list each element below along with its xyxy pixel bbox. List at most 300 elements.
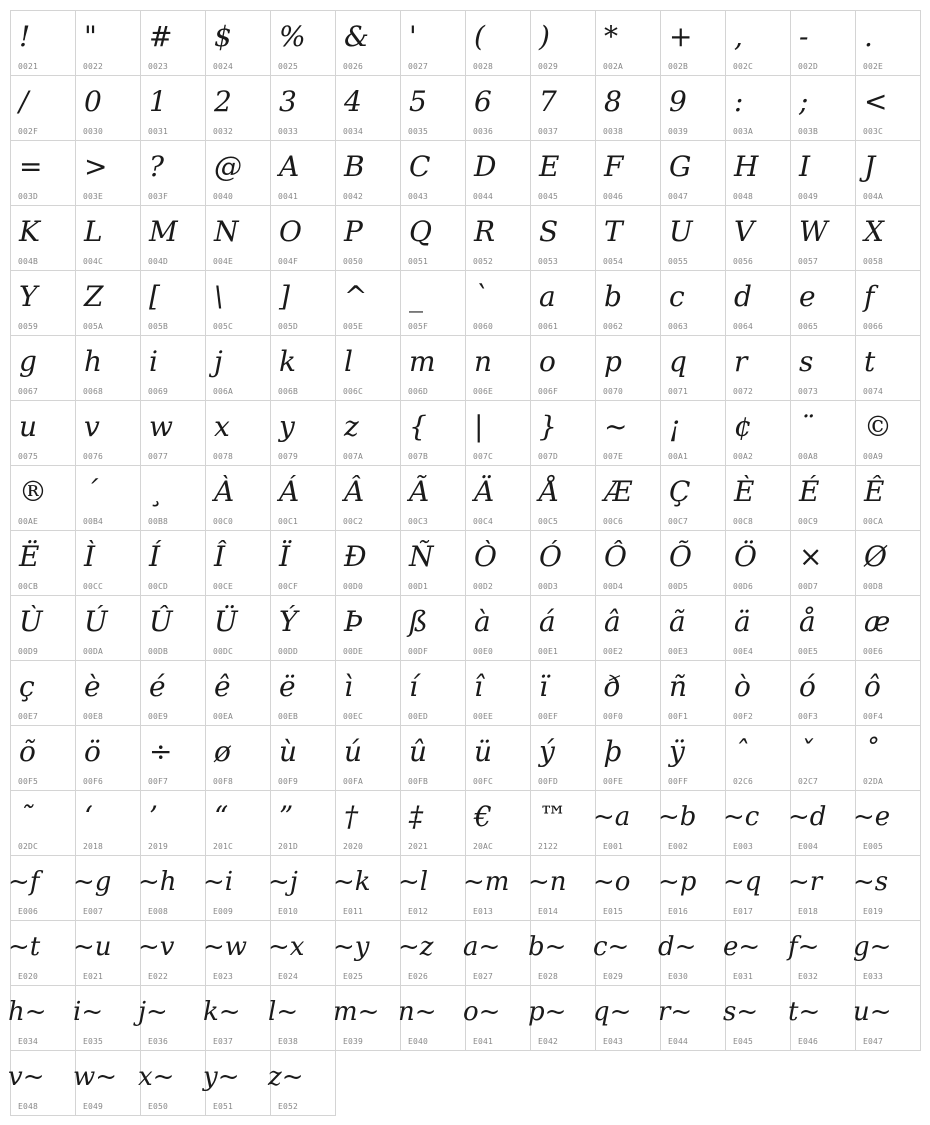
glyph-code-label: 00D8	[863, 582, 884, 591]
glyph-cell	[791, 531, 856, 596]
glyph-cell	[856, 336, 921, 401]
glyph-cell	[658, 791, 726, 856]
glyph-sample: ?	[149, 150, 165, 183]
glyph-code-label: 003A	[733, 127, 754, 136]
glyph-sample: >	[84, 150, 108, 183]
glyph-code-label: 00F7	[148, 777, 169, 786]
glyph-sample: Ù	[19, 605, 43, 638]
glyph-cell	[76, 11, 141, 76]
glyph-code-label: 005A	[83, 322, 104, 331]
glyph-code-label: E012	[408, 907, 429, 916]
glyph-sample: û	[409, 735, 428, 768]
glyph-cell	[76, 466, 141, 531]
glyph-code-label: 005B	[148, 322, 169, 331]
glyph-code-label: 00C0	[213, 517, 234, 526]
glyph-cell	[271, 271, 336, 336]
glyph-cell	[206, 726, 271, 791]
glyph-sample: w~	[73, 1062, 118, 1092]
glyph-sample: ’	[149, 800, 158, 833]
glyph-code-label: 002F	[18, 127, 39, 136]
glyph-sample: 2	[214, 85, 232, 118]
glyph-code-label: E011	[343, 907, 364, 916]
glyph-cell	[206, 206, 271, 271]
glyph-sample: ê	[214, 670, 231, 703]
glyph-sample: i	[149, 345, 158, 378]
glyph-cell	[271, 141, 336, 206]
glyph-cell	[466, 726, 531, 791]
glyph-cell	[661, 401, 726, 466]
glyph-code-label: 0061	[538, 322, 559, 331]
glyph-cell	[466, 596, 531, 661]
glyph-cell	[596, 336, 661, 401]
glyph-sample: ¨	[799, 410, 813, 443]
glyph-sample: ”	[279, 800, 294, 833]
glyph-code-label: 0055	[668, 257, 689, 266]
glyph-sample: Ö	[734, 540, 757, 573]
glyph-sample: Á	[279, 475, 300, 508]
glyph-code-label: 0062	[603, 322, 624, 331]
glyph-code-label: 003E	[83, 192, 104, 201]
glyph-cell	[336, 206, 401, 271]
glyph-code-label: 0078	[213, 452, 234, 461]
glyph-code-label: E052	[278, 1102, 299, 1111]
glyph-code-label: 00F3	[798, 712, 819, 721]
glyph-cell	[271, 661, 336, 726]
glyph-cell	[531, 401, 596, 466]
glyph-sample: B	[344, 150, 365, 183]
glyph-cell	[336, 726, 401, 791]
glyph-sample: 8	[604, 85, 622, 118]
glyph-cell	[788, 856, 856, 921]
glyph-cell	[531, 76, 596, 141]
glyph-code-label: E004	[798, 842, 819, 851]
glyph-code-label: 00E0	[473, 647, 494, 656]
glyph-code-label: 002A	[603, 62, 624, 71]
glyph-cell	[11, 791, 76, 856]
glyph-cell	[596, 206, 661, 271]
glyph-cell	[658, 856, 726, 921]
glyph-code-label: 004A	[863, 192, 884, 201]
glyph-code-label: E029	[603, 972, 624, 981]
glyph-sample: x~	[138, 1062, 175, 1092]
glyph-sample: î	[474, 670, 483, 703]
glyph-cell	[466, 206, 531, 271]
glyph-cell	[593, 791, 661, 856]
glyph-code-label: 02C7	[798, 777, 819, 786]
glyph-sample: c	[669, 280, 685, 313]
glyph-cell	[73, 986, 141, 1051]
glyph-code-label: E020	[18, 972, 39, 981]
glyph-code-label: 00F1	[668, 712, 689, 721]
glyph-cell	[466, 11, 531, 76]
glyph-cell	[336, 596, 401, 661]
glyph-cell	[726, 726, 791, 791]
glyph-cell	[661, 271, 726, 336]
glyph-code-label: 007A	[343, 452, 364, 461]
glyph-sample: -	[799, 20, 809, 53]
glyph-code-label: E001	[603, 842, 624, 851]
glyph-sample: 9	[669, 85, 687, 118]
glyph-sample: ß	[409, 605, 428, 638]
glyph-cell	[268, 1051, 336, 1116]
glyph-code-label: 00EB	[278, 712, 299, 721]
glyph-code-label: 0058	[863, 257, 884, 266]
glyph-code-label: 00D3	[538, 582, 559, 591]
glyph-code-label: 0028	[473, 62, 494, 71]
glyph-sample: '	[409, 20, 417, 53]
glyph-cell	[401, 11, 466, 76]
glyph-sample: Æ	[604, 475, 633, 508]
glyph-code-label: E006	[18, 907, 39, 916]
glyph-cell	[463, 856, 531, 921]
glyph-cell	[531, 791, 596, 856]
glyph-cell	[271, 11, 336, 76]
glyph-sample: ~t	[8, 932, 41, 962]
glyph-cell	[11, 76, 76, 141]
glyph-cell	[271, 596, 336, 661]
glyph-sample: Î	[214, 540, 226, 573]
glyph-cell	[271, 531, 336, 596]
glyph-code-label: 0034	[343, 127, 364, 136]
glyph-sample: (	[474, 20, 485, 53]
glyph-code-label: 0032	[213, 127, 234, 136]
glyph-cell	[76, 336, 141, 401]
glyph-code-label: 00A9	[863, 452, 884, 461]
glyph-code-label: 00FB	[408, 777, 429, 786]
glyph-code-label: 0039	[668, 127, 689, 136]
glyph-sample: è	[84, 670, 101, 703]
glyph-cell	[856, 271, 921, 336]
glyph-sample: H	[734, 150, 759, 183]
glyph-code-label: 00D4	[603, 582, 624, 591]
glyph-sample: 3	[279, 85, 297, 118]
glyph-cell	[138, 986, 206, 1051]
glyph-cell	[76, 401, 141, 466]
glyph-sample: _	[409, 280, 423, 313]
glyph-cell	[206, 466, 271, 531]
glyph-code-label: 0027	[408, 62, 429, 71]
glyph-sample: ¢	[734, 410, 752, 443]
glyph-cell	[73, 1051, 141, 1116]
glyph-cell	[791, 76, 856, 141]
glyph-cell	[73, 856, 141, 921]
glyph-sample: ~s	[853, 867, 889, 897]
glyph-cell	[531, 661, 596, 726]
glyph-code-label: 0066	[863, 322, 884, 331]
glyph-cell	[596, 726, 661, 791]
glyph-sample: z	[344, 410, 359, 443]
glyph-cell	[336, 271, 401, 336]
glyph-code-label: 201C	[213, 842, 234, 851]
glyph-cell	[528, 921, 596, 986]
glyph-code-label: 0043	[408, 192, 429, 201]
glyph-sample: Õ	[669, 540, 692, 573]
glyph-cell	[791, 141, 856, 206]
glyph-code-label: E009	[213, 907, 234, 916]
glyph-cell	[76, 141, 141, 206]
glyph-sample: +	[669, 20, 693, 53]
glyph-code-label: 003C	[863, 127, 884, 136]
glyph-sample: k	[279, 345, 296, 378]
glyph-sample: s	[799, 345, 814, 378]
glyph-cell	[401, 271, 466, 336]
glyph-sample: q~	[593, 997, 632, 1027]
glyph-sample: “	[214, 800, 229, 833]
glyph-sample: =	[19, 150, 43, 183]
glyph-code-label: E038	[278, 1037, 299, 1046]
glyph-code-label: E008	[148, 907, 169, 916]
glyph-sample: P	[344, 215, 363, 248]
glyph-code-label: 0052	[473, 257, 494, 266]
glyph-sample: m	[409, 345, 436, 378]
glyph-cell	[856, 401, 921, 466]
glyph-code-label: 003D	[18, 192, 39, 201]
glyph-code-label: 02DA	[863, 777, 884, 786]
glyph-sample: p~	[528, 997, 567, 1027]
glyph-code-label: 0040	[213, 192, 234, 201]
glyph-sample: É	[799, 475, 820, 508]
glyph-cell	[401, 791, 466, 856]
glyph-code-label: E048	[18, 1102, 39, 1111]
glyph-cell	[206, 401, 271, 466]
glyph-code-label: 0047	[668, 192, 689, 201]
glyph-sample: ®	[19, 475, 47, 508]
glyph-sample: ;	[799, 85, 809, 118]
glyph-code-label: 00FA	[343, 777, 364, 786]
glyph-cell	[661, 206, 726, 271]
glyph-cell	[76, 531, 141, 596]
glyph-cell	[401, 661, 466, 726]
glyph-sample: ~f	[8, 867, 40, 897]
glyph-code-label: 00F0	[603, 712, 624, 721]
glyph-cell	[531, 271, 596, 336]
glyph-cell	[596, 11, 661, 76]
glyph-cell	[466, 531, 531, 596]
glyph-code-label: E007	[83, 907, 104, 916]
glyph-sample: Ø	[864, 540, 887, 573]
glyph-sample: l	[344, 345, 353, 378]
glyph-cell	[11, 11, 76, 76]
glyph-code-label: E003	[733, 842, 754, 851]
glyph-code-label: 0063	[668, 322, 689, 331]
glyph-cell	[271, 206, 336, 271]
glyph-sample: h~	[8, 997, 47, 1027]
glyph-cell	[203, 856, 271, 921]
glyph-code-label: E017	[733, 907, 754, 916]
glyph-code-label: 0042	[343, 192, 364, 201]
glyph-sample: Í	[149, 540, 161, 573]
glyph-code-label: 00F4	[863, 712, 884, 721]
glyph-code-label: 00FF	[668, 777, 689, 786]
glyph-sample: b	[604, 280, 622, 313]
glyph-cell	[206, 596, 271, 661]
glyph-code-label: E043	[603, 1037, 624, 1046]
glyph-sample: G	[669, 150, 692, 183]
glyph-sample: b~	[528, 932, 567, 962]
glyph-sample: Ò	[474, 540, 497, 573]
glyph-sample: C	[409, 150, 431, 183]
glyph-cell	[531, 466, 596, 531]
glyph-sample: ã	[669, 605, 686, 638]
glyph-code-label: 0024	[213, 62, 234, 71]
glyph-sample: U	[669, 215, 693, 248]
glyph-code-label: 006B	[278, 387, 299, 396]
glyph-code-label: 002C	[733, 62, 754, 71]
glyph-code-label: E035	[83, 1037, 104, 1046]
glyph-code-label: 201D	[278, 842, 299, 851]
glyph-code-label: 0060	[473, 322, 494, 331]
glyph-cell	[528, 856, 596, 921]
glyph-sample: p	[604, 345, 622, 378]
glyph-code-label: 00E6	[863, 647, 884, 656]
glyph-cell	[401, 141, 466, 206]
glyph-code-label: 00A1	[668, 452, 689, 461]
glyph-cell	[661, 466, 726, 531]
glyph-sample: v	[84, 410, 100, 443]
glyph-sample: Ó	[539, 540, 562, 573]
glyph-cell	[726, 76, 791, 141]
glyph-code-label: 007E	[603, 452, 624, 461]
glyph-sample: á	[539, 605, 556, 638]
glyph-cell	[401, 336, 466, 401]
glyph-sample: D	[474, 150, 497, 183]
glyph-code-label: 00E9	[148, 712, 169, 721]
glyph-cell	[593, 921, 661, 986]
glyph-code-label: E018	[798, 907, 819, 916]
glyph-cell	[661, 76, 726, 141]
glyph-sample: ~v	[138, 932, 175, 962]
glyph-code-label: 00D0	[343, 582, 364, 591]
glyph-code-label: 004F	[278, 257, 299, 266]
glyph-sample: q	[669, 345, 687, 378]
glyph-code-label: 005F	[408, 322, 429, 331]
glyph-sample: a~	[463, 932, 501, 962]
glyph-cell	[203, 1051, 271, 1116]
glyph-sample: g	[19, 345, 37, 378]
glyph-sample: X	[864, 215, 884, 248]
glyph-cell	[401, 466, 466, 531]
glyph-cell	[271, 791, 336, 856]
glyph-cell	[401, 76, 466, 141]
glyph-code-label: 003F	[148, 192, 169, 201]
glyph-code-label: E015	[603, 907, 624, 916]
glyph-cell	[853, 921, 921, 986]
glyph-cell	[658, 986, 726, 1051]
glyph-cell	[726, 271, 791, 336]
glyph-sample: ~j	[268, 867, 298, 897]
glyph-cell	[336, 466, 401, 531]
glyph-cell	[271, 466, 336, 531]
glyph-sample: ©	[864, 410, 892, 443]
glyph-cell	[138, 856, 206, 921]
glyph-cell	[466, 141, 531, 206]
glyph-cell	[141, 726, 206, 791]
glyph-cell	[206, 76, 271, 141]
glyph-code-label: 0030	[83, 127, 104, 136]
glyph-sample: $	[214, 20, 232, 53]
glyph-cell	[596, 76, 661, 141]
glyph-cell	[791, 271, 856, 336]
glyph-sample: d~	[658, 932, 697, 962]
glyph-sample: }	[539, 410, 557, 443]
glyph-code-label: 00C2	[343, 517, 364, 526]
glyph-cell	[8, 921, 76, 986]
glyph-sample: s~	[723, 997, 759, 1027]
glyph-sample: N	[214, 215, 239, 248]
glyph-code-label: 20AC	[473, 842, 494, 851]
glyph-cell	[531, 141, 596, 206]
glyph-sample: æ	[864, 605, 891, 638]
glyph-sample: ~d	[788, 802, 827, 832]
glyph-code-label: E041	[473, 1037, 494, 1046]
glyph-code-label: 00B8	[148, 517, 169, 526]
glyph-sample: ~y	[333, 932, 370, 962]
glyph-cell	[11, 466, 76, 531]
glyph-code-label: 007B	[408, 452, 429, 461]
glyph-cell	[268, 856, 336, 921]
glyph-code-label: E016	[668, 907, 689, 916]
glyph-cell	[11, 206, 76, 271]
glyph-sample: ~o	[593, 867, 631, 897]
glyph-code-label: 0051	[408, 257, 429, 266]
glyph-cell	[141, 531, 206, 596]
glyph-code-label: 02DC	[18, 842, 39, 851]
glyph-cell	[401, 401, 466, 466]
glyph-cell	[791, 11, 856, 76]
glyph-sample: ç	[19, 670, 35, 703]
glyph-sample: m~	[333, 997, 380, 1027]
glyph-cell	[726, 466, 791, 531]
glyph-sample: ý	[539, 735, 555, 768]
glyph-sample: ~w	[203, 932, 248, 962]
glyph-code-label: E031	[733, 972, 754, 981]
glyph-cell	[723, 791, 791, 856]
glyph-sample: ‘	[84, 800, 93, 833]
glyph-sample: Ã	[409, 475, 430, 508]
glyph-cell	[726, 531, 791, 596]
glyph-code-label: 0076	[83, 452, 104, 461]
glyph-sample: ´	[84, 475, 98, 508]
glyph-sample: È	[734, 475, 755, 508]
glyph-sample: Ì	[84, 540, 96, 573]
glyph-code-label: 0026	[343, 62, 364, 71]
glyph-cell	[726, 336, 791, 401]
glyph-code-label: E050	[148, 1102, 169, 1111]
glyph-sample: O	[279, 215, 302, 248]
glyph-sample: 0	[84, 85, 102, 118]
glyph-code-label: 004B	[18, 257, 39, 266]
glyph-code-label: 00EF	[538, 712, 559, 721]
glyph-code-label: 00A2	[733, 452, 754, 461]
glyph-code-label: E033	[863, 972, 884, 981]
glyph-code-label: 00C6	[603, 517, 624, 526]
glyph-sample: "	[84, 20, 97, 53]
glyph-code-label: 2021	[408, 842, 429, 851]
glyph-code-label: 00C9	[798, 517, 819, 526]
glyph-cell	[336, 336, 401, 401]
glyph-code-label: 004D	[148, 257, 169, 266]
glyph-sample: %	[279, 20, 306, 53]
glyph-code-label: 00D5	[668, 582, 689, 591]
glyph-code-label: 00CC	[83, 582, 104, 591]
glyph-sample: Þ	[344, 605, 363, 638]
glyph-cell	[141, 791, 206, 856]
glyph-sample: ~e	[853, 802, 891, 832]
glyph-code-label: 0075	[18, 452, 39, 461]
glyph-cell	[661, 11, 726, 76]
glyph-cell	[11, 141, 76, 206]
glyph-cell	[336, 11, 401, 76]
